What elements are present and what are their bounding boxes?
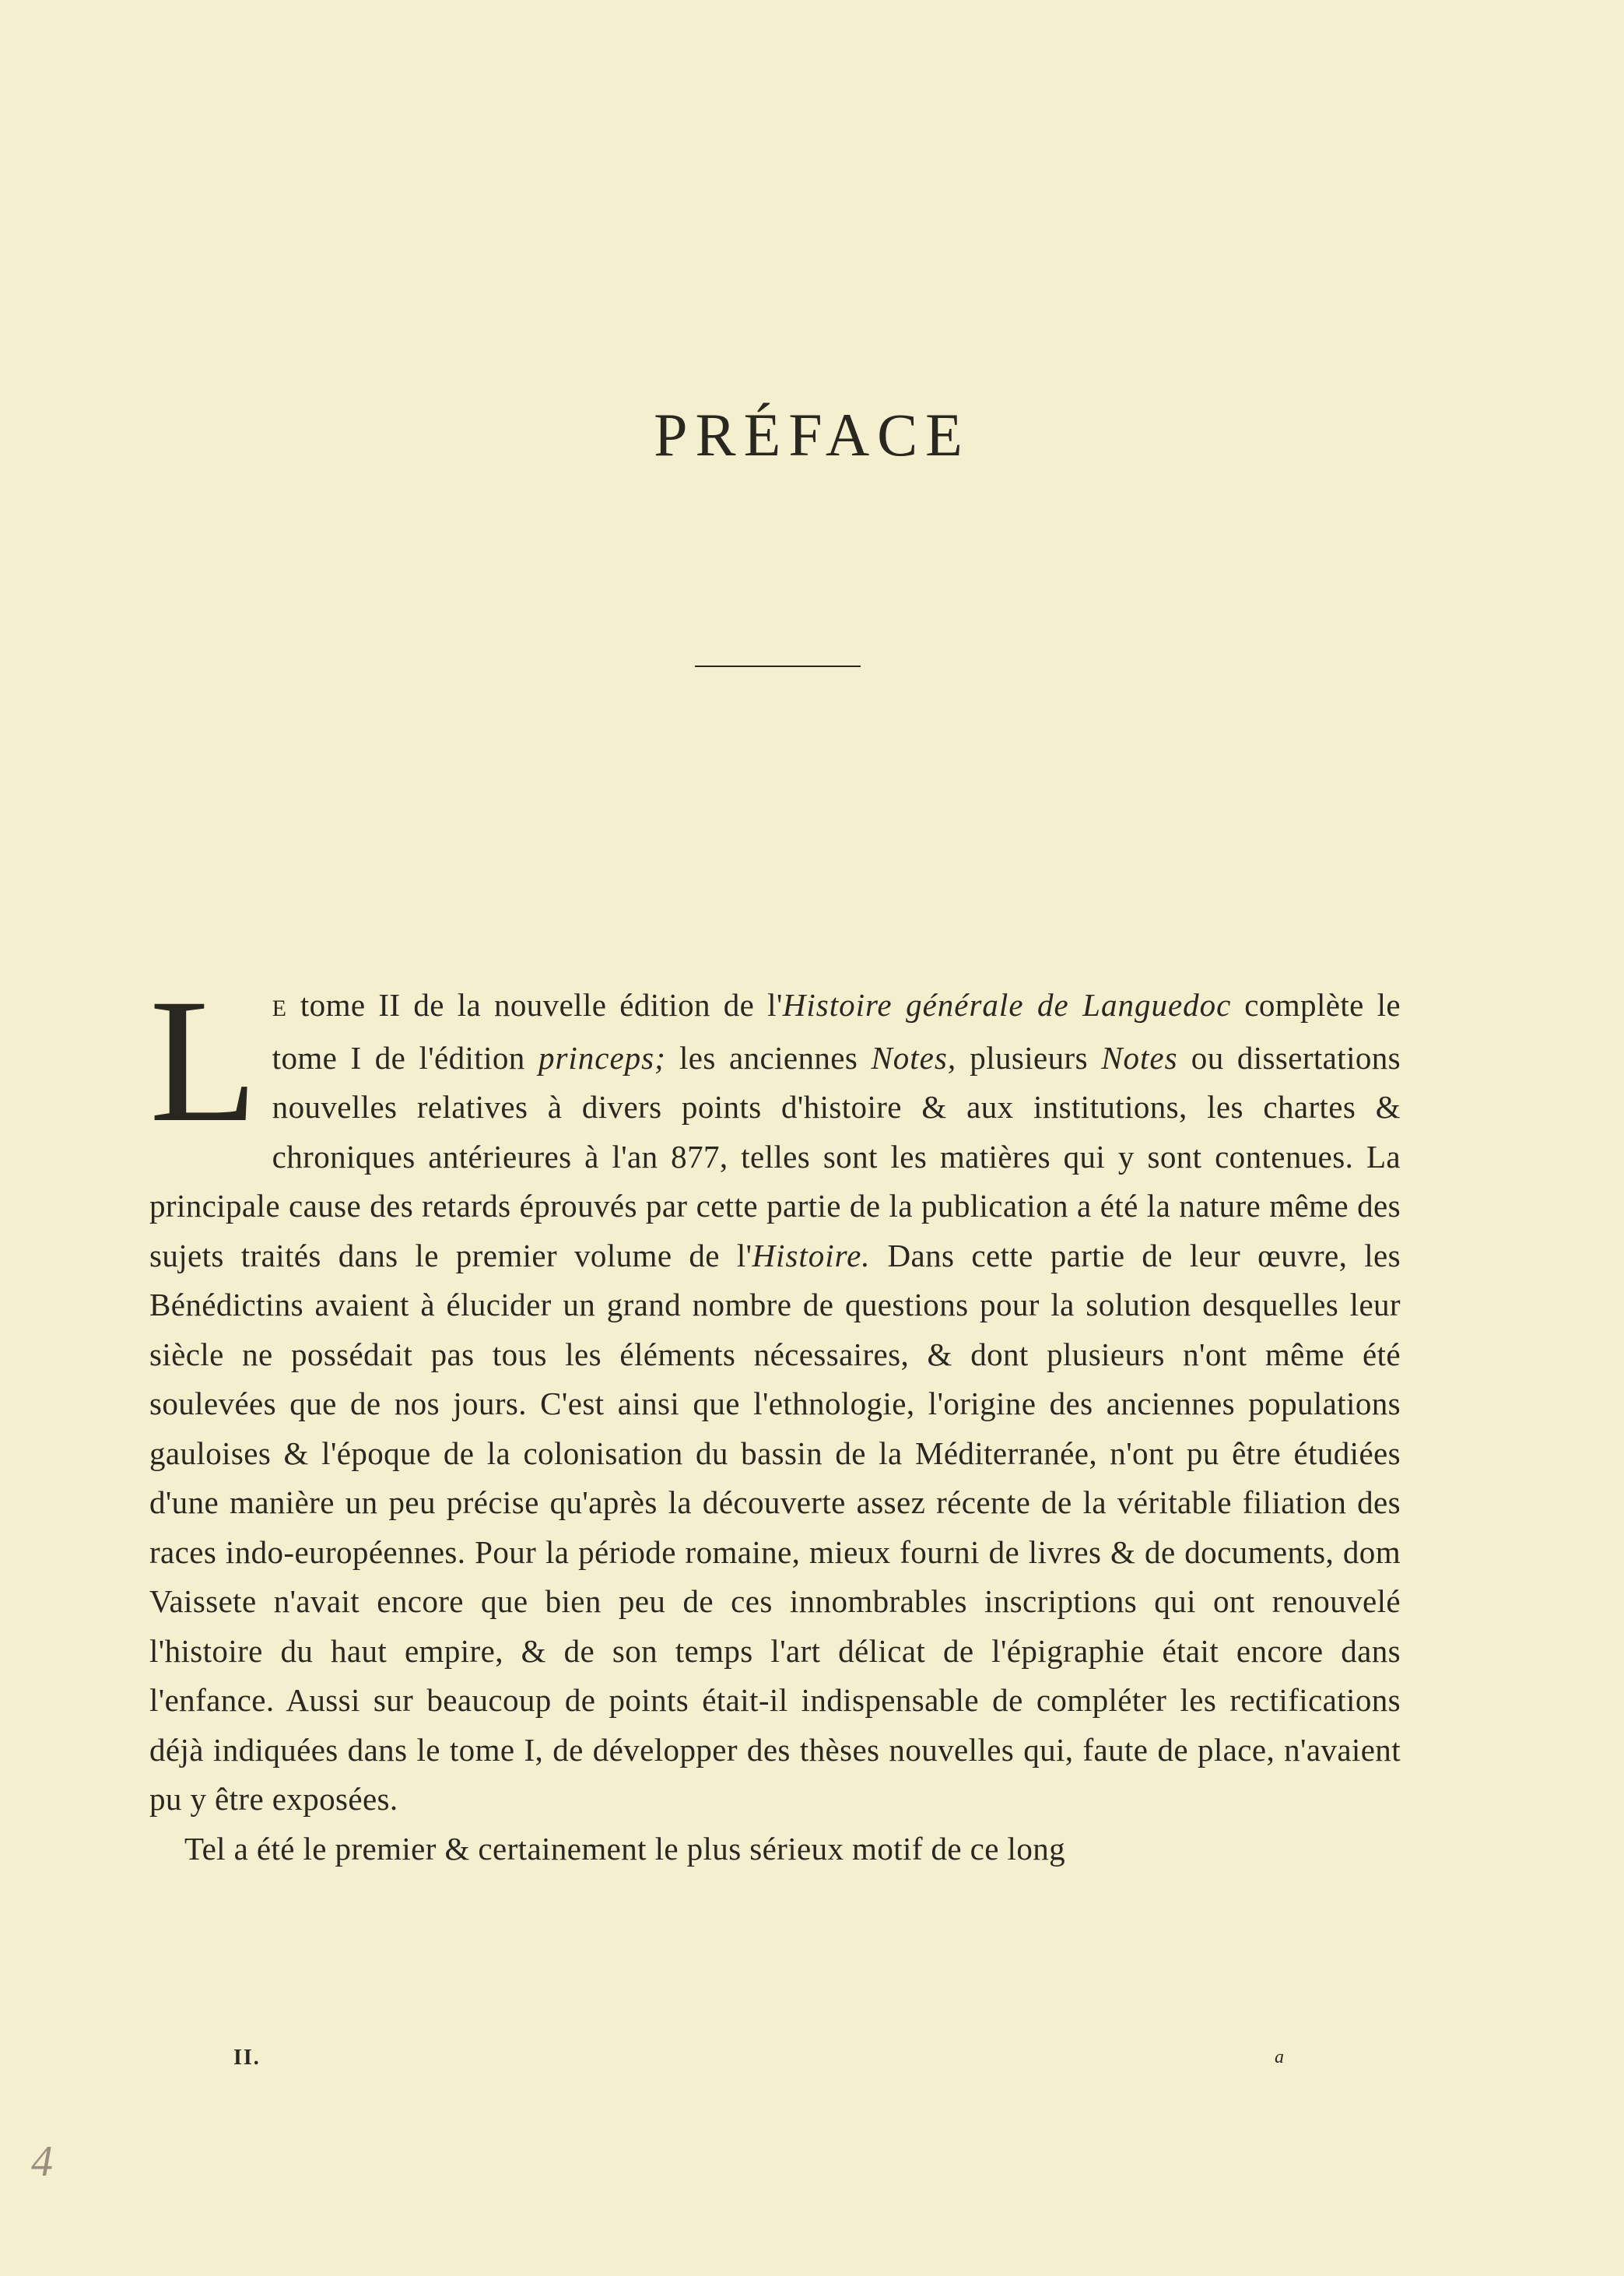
margin-annotation: 4 <box>31 2137 53 2186</box>
signature-mark: II. <box>233 2046 261 2070</box>
drop-cap: L <box>149 963 258 1159</box>
first-paragraph <box>149 963 1401 1825</box>
italic-word: Notes <box>1101 1039 1178 1076</box>
second-paragraph: Tel a été le premier & certainement le plus sérieux motif de ce long <box>184 1830 1066 1867</box>
folio-mark: a <box>1275 2047 1284 2067</box>
italic-word: Notes, <box>871 1039 957 1076</box>
page-title: PRÉFACE <box>654 401 970 469</box>
text-run: plusieurs <box>956 1039 1102 1076</box>
text-run: les anciennes <box>665 1039 872 1076</box>
body-text <box>149 963 1401 1874</box>
italic-word: Histoire. <box>752 1237 871 1273</box>
text-run: ou dissertations nouvelles relatives à divers points d'histoire & aux institutions, les chartes & chroniques antérieures à l'an 877, telles sont les matières qui y sont contenues. La principale cause des retards éprouvés par cette partie de la publication a été la nature même des sujets traités dans le premier volume de l' <box>149 1039 1401 1273</box>
italic-word: princeps; <box>538 1039 666 1076</box>
small-cap-letter: E <box>272 996 287 1021</box>
text-run: tome II de la nouvelle édition de l' <box>287 987 783 1023</box>
italic-title: Histoire générale de Languedoc <box>782 987 1232 1023</box>
text-run: Dans cette partie de leur œuvre, les Bénédictins avaient à élucider un grand nombre de questions pour la solution desquelles leur siècle ne possédait pas tous les éléments nécessaires, & dont plusieurs n'ont même été soulevées que de nos jours. C'est ainsi que l'ethnologie, l'origine des anciennes populations gauloises & l'époque de la colonisation du bassin de la Méditerranée, n'ont pu être étudiées d'une manière un peu précise qu'après la découverte assez récente de la véritable filiation des races indo-européennes. Pour la période romaine, mieux fourni de livres & de documents, dom Vaissete n'avait encore que bien peu de ces innombrables inscriptions qui ont renouvelé l'histoire du haut empire, & de son temps l'art délicat de l'épigraphie était encore dans l'enfance. Aussi sur beaucoup de points était-il indispensable de compléter les rectifications déjà indiquées dans le tome I, de développer des thèses nouvelles qui, faute de place, n'avaient pu y être exposées. <box>149 1237 1401 1817</box>
title-rule <box>695 666 861 667</box>
text-run: complète le tome I de l'édition <box>272 987 1401 1076</box>
